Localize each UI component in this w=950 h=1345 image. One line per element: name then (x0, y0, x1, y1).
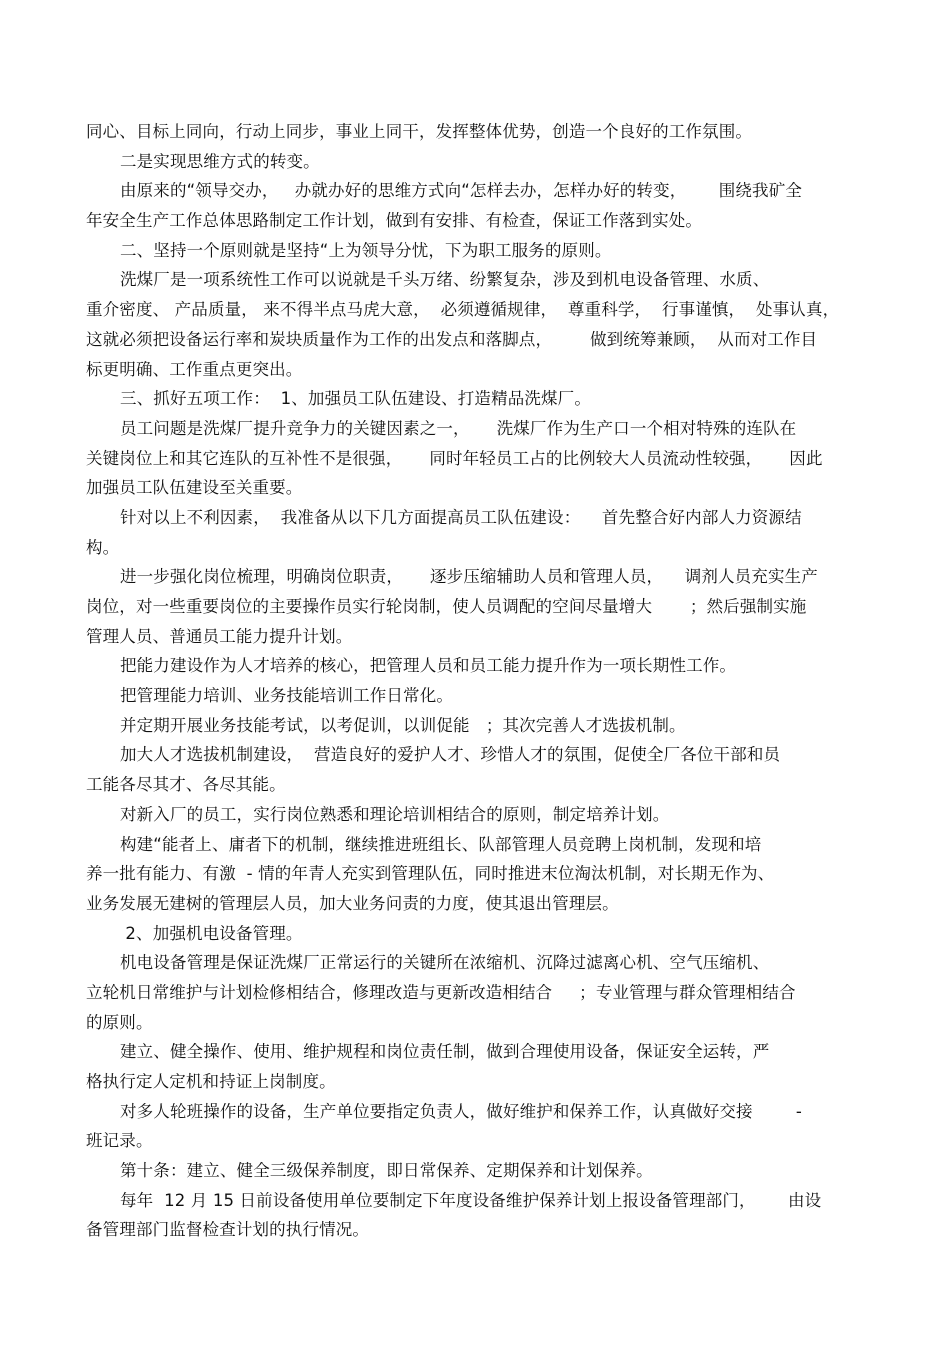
text-line: 岗位，对一些重要岗位的主要操作员实行轮岗制，使人员调配的空间尽量增大 ；然后强制实施 (86, 597, 807, 616)
text-line: 标更明确、工作重点更突出。 (86, 359, 303, 379)
text-line: 同心、目标上同向，行动上同步，事业上同干，发挥整体优势，创造一个良好的工作氛围。 (86, 122, 752, 141)
text-line: 备管理部门监督检查计划的执行情况。 (86, 1220, 370, 1240)
text-line: 班记录。 (86, 1131, 153, 1151)
text-line: 对多人轮班操作的设备，生产单位要指定负责人，做好维护和保养工作，认真做好交接 - (120, 1101, 802, 1121)
text-line: 业务发展无建树的管理层人员，加大业务问责的力度，使其退出管理层。 (86, 893, 619, 913)
text-line: 进一步强化岗位梳理，明确岗位职责， 逐步压缩辅助人员和管理人员， 调剂人员充实生产 (120, 567, 818, 587)
document-body (86, 117, 866, 1245)
text-line: 二、坚持一个原则就是坚持“上为领导分忧，下为职工服务的原则。 (120, 240, 612, 260)
text-line: 重介密度、 产品质量， 来不得半点马虎大意， 必须遵循规律， 尊重科学， 行事谨慎， 处事认真， (86, 300, 840, 320)
text-line: 构建“能者上、庸者下的机制，继续推进班组长、队部管理人员竞聘上岗机制，发现和培 (120, 834, 762, 854)
text-line: 每年 12 月 15 日前设备使用单位要制定下年度设备维护保养计划上报设备管理部门， 由设 (120, 1190, 822, 1210)
text-line: 由原来的“领导交办， 办就办好的思维方式向“怎样去办，怎样办好的转变， 围绕我矿全 (120, 181, 802, 201)
text-line: 第十条：建立、健全三级保养制度，即日常保养、定期保养和计划保养。 (120, 1161, 653, 1181)
text-line: 针对以上不利因素， 我准备从以下几方面提高员工队伍建设： 首先整合好内部人力资源结 (120, 507, 802, 527)
text-line: 把管理能力培训、业务技能培训工作日常化。 (120, 686, 453, 706)
text-line: 工能各尽其才、各尽其能。 (86, 775, 286, 795)
text-line: 年安全生产工作总体思路制定工作计划，做到有安排、有检查，保证工作落到实处。 (86, 211, 703, 231)
text-line: 加强员工队伍建设至关重要。 (86, 478, 303, 498)
text-line: 把能力建设作为人才培养的核心，把管理人员和员工能力提升作为一项长期性工作。 (120, 656, 737, 676)
text-line: 建立、健全操作、使用、维护规程和岗位责任制，做到合理使用设备，保证安全运转，严 (120, 1042, 770, 1062)
text-line: 格执行定人定机和持证上岗制度。 (86, 1072, 336, 1091)
text-line: 管理人员、普通员工能力提升计划。 (86, 626, 353, 646)
text-line: 并定期开展业务技能考试，以考促训，以训促能 ；其次完善人才选拔机制。 (120, 715, 686, 735)
text-line: 构。 (86, 537, 120, 557)
text-line: 立轮机日常维护与计划检修相结合，修理改造与更新改造相结合 ；专业管理与群众管理相结合 (86, 982, 796, 1002)
text-line: 员工问题是洗煤厂提升竞争力的关键因素之一， 洗煤厂作为生产口一个相对特殊的连队在 (120, 418, 797, 438)
text-line: 养一批有能力、有激 - 情的年青人充实到管理队伍，同时推进末位淘汰机制，对长期无作为、 (86, 864, 775, 884)
text-line: 这就必须把设备运行率和炭块质量作为工作的出发点和落脚点， 做到统筹兼顾， 从而对工作目 (86, 329, 818, 349)
text-line: 加大人才选拔机制建设， 营造良好的爱护人才、珍惜人才的氛围，促使全厂各位干部和员 (120, 745, 781, 765)
text-line: 2、加强机电设备管理。 (120, 923, 303, 943)
text-line: 三、抓好五项工作： 1、加强员工队伍建设、打造精品洗煤厂。 (120, 389, 591, 409)
text-line: 机电设备管理是保证洗煤厂正常运行的关键所在浓缩机、沉降过滤离心机、空气压缩机、 (120, 953, 770, 973)
text-line: 对新入厂的员工，实行岗位熟悉和理论培训相结合的原则，制定培养计划。 (120, 804, 670, 824)
text-line: 关键岗位上和其它连队的互补性不是很强， 同时年轻员工占的比例较大人员流动性较强， 因此 (86, 448, 823, 468)
text-line: 洗煤厂是一项系统性工作可以说就是千头万绪、纷繁复杂，涉及到机电设备管理、水质、 (120, 270, 770, 290)
text-line: 的原则。 (86, 1012, 153, 1032)
text-line: 二是实现思维方式的转变。 (120, 151, 320, 171)
